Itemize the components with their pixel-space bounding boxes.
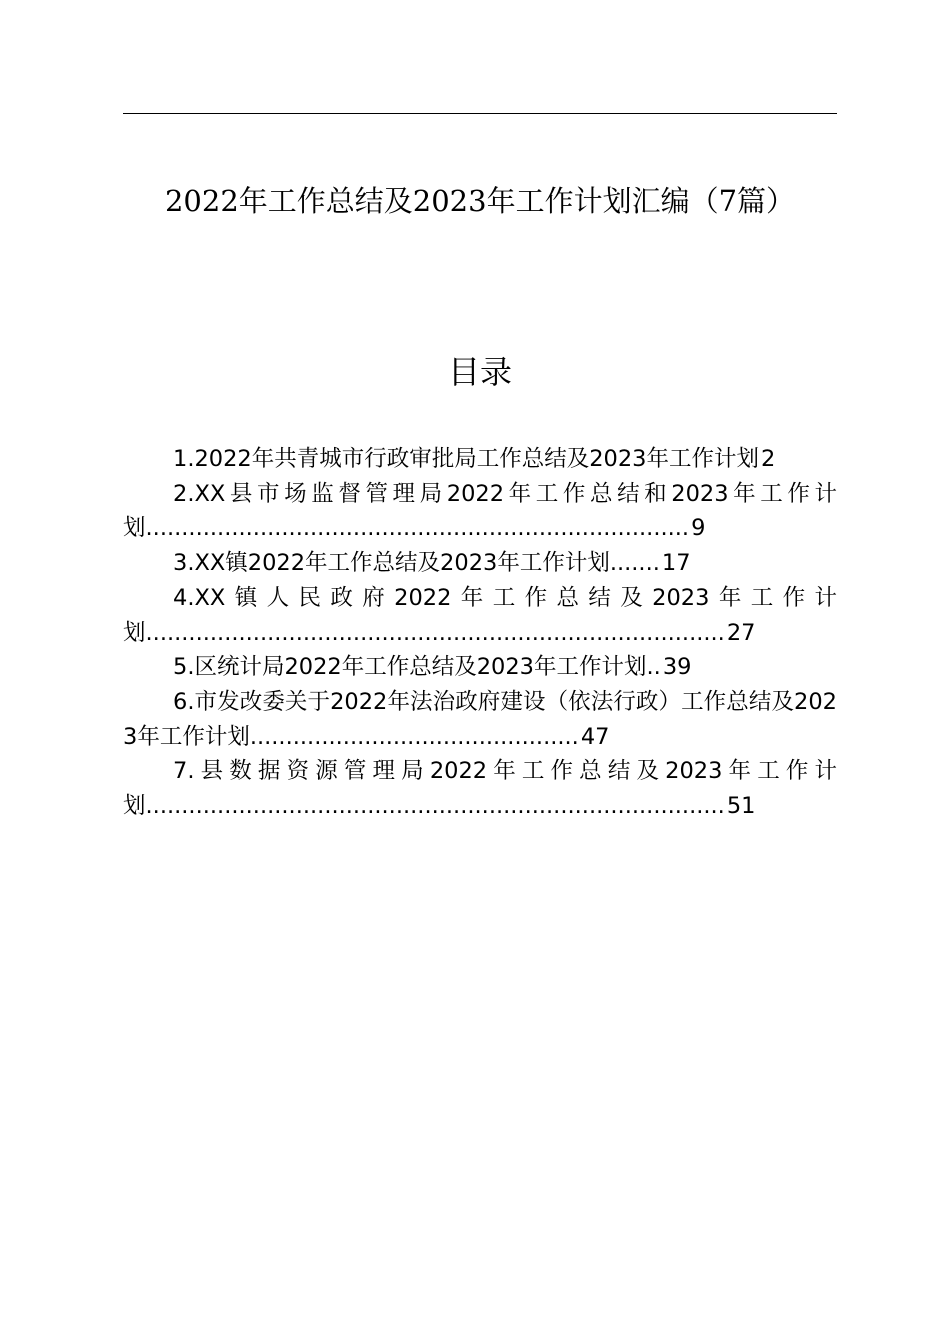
toc-entry-leader: .................................................................................: [145, 793, 725, 820]
toc-entry[interactable]: [123, 442, 837, 477]
toc-entry-page: 39: [662, 654, 692, 681]
toc-entry[interactable]: [123, 650, 837, 685]
toc-entry-title: XX镇2022年工作总结及2023年工作计划: [194, 550, 610, 577]
toc-entry-leader: ..: [646, 654, 661, 681]
toc-entry-number: 5.: [173, 654, 195, 681]
toc-entry-page: 51: [726, 793, 756, 820]
toc-entry-leader: ............................................................................: [145, 515, 690, 542]
header-rule: [123, 113, 837, 114]
toc-entry-leader: .................................................................................: [145, 619, 725, 646]
document-title: 2022年工作总结及2023年工作计划汇编（7篇）: [164, 184, 796, 218]
toc-entry-page: 2: [761, 446, 776, 472]
toc-entry-number: 3.: [173, 550, 195, 577]
toc-entry[interactable]: [123, 581, 837, 650]
toc-entry-page: 17: [661, 550, 691, 577]
toc-heading: 目录: [447, 353, 512, 391]
toc-entry-number: 7.: [173, 758, 195, 785]
toc-entry-page: 47: [580, 723, 610, 750]
toc-entry-leader: ..............................................: [249, 723, 579, 750]
toc-entry[interactable]: [123, 477, 837, 546]
toc-entry-page: 27: [726, 619, 756, 646]
toc-entry-title: 2022年共青城市行政审批局工作总结及2023年工作计划: [194, 446, 759, 472]
toc-entry[interactable]: [123, 754, 837, 823]
toc-entry[interactable]: [123, 685, 837, 754]
toc-entry-title: 县数据资源管理局2022年工作总结及2023年工作计划: [123, 758, 837, 820]
toc-entry-leader: .......: [609, 550, 660, 577]
toc-entry-number: 6.: [173, 688, 195, 715]
toc-entry-number: 1.: [173, 446, 195, 472]
toc-entry-number: 4.: [173, 584, 195, 611]
toc-entry-title: XX镇人民政府2022年工作总结及2023年工作计划: [123, 584, 837, 646]
toc-entry-number: 2.: [173, 480, 195, 507]
table-of-contents: [123, 442, 837, 824]
toc-entry-title: 区统计局2022年工作总结及2023年工作计划: [194, 654, 647, 681]
toc-entry-title: 市发改委关于2022年法治政府建设（依法行政）工作总结及2023年工作计划: [123, 688, 837, 750]
toc-entry[interactable]: [123, 546, 837, 581]
toc-entry-page: 9: [691, 515, 706, 542]
toc-entry-title: XX县市场监督管理局2022年工作总结和2023年工作计划: [123, 480, 837, 542]
